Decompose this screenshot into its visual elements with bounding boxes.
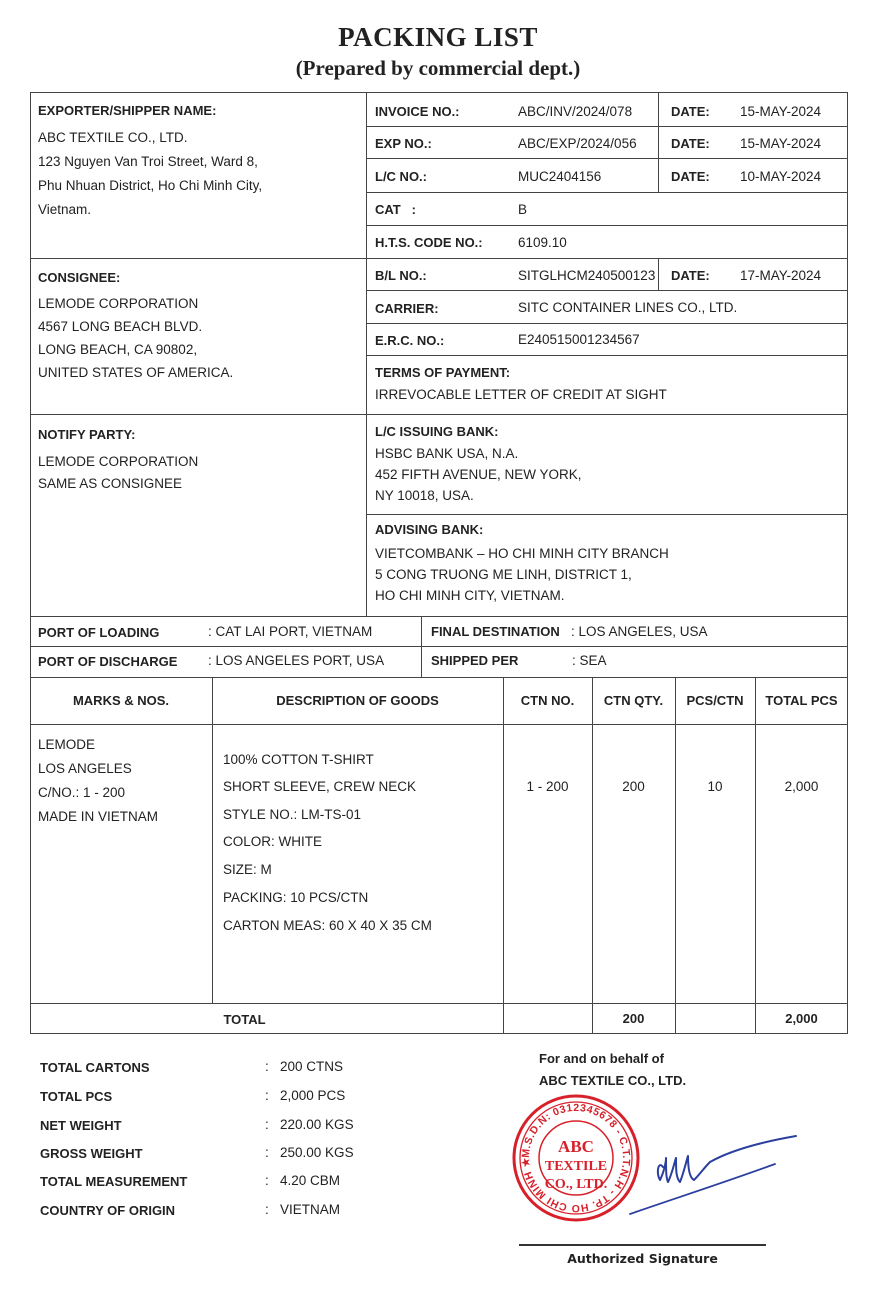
exporter-line: Vietnam.: [38, 202, 92, 217]
lc-value: MUC2404156: [518, 169, 602, 184]
exp-label: EXP NO.:: [375, 136, 432, 151]
carrier-value: SITC CONTAINER LINES CO., LTD.: [518, 300, 738, 315]
bl-value: SITGLHCM240500123: [518, 268, 656, 283]
svg-text:M.S.D.N: 0312345678 - C.T.T.N.: M.S.D.N: 0312345678 - C.T.T.N.H - TP. HO CHI MINH ★: [519, 1101, 633, 1215]
total-ctn-qty: 200: [622, 1011, 645, 1026]
notify-label: NOTIFY PARTY:: [38, 427, 136, 442]
authorized-signature-label: Authorized Signature: [567, 1251, 718, 1266]
hts-label: H.T.S. CODE NO.:: [375, 235, 483, 250]
col-header-description: DESCRIPTION OF GOODS: [276, 693, 439, 708]
description-line: PACKING: 10 PCS/CTN: [223, 890, 369, 905]
behalf-company: ABC TEXTILE CO., LTD.: [539, 1073, 687, 1088]
consignee-line: 4567 LONG BEACH BLVD.: [38, 319, 203, 334]
issuing-bank-line: HSBC BANK USA, N.A.: [375, 446, 519, 461]
issuing-bank-line: NY 10018, USA.: [375, 488, 474, 503]
svg-text:ABC: ABC: [558, 1137, 594, 1156]
total-label: TOTAL: [223, 1012, 266, 1027]
invoice-date-label: DATE:: [671, 104, 710, 119]
summary-label: TOTAL PCS: [40, 1089, 113, 1104]
handwritten-signature-icon: [600, 1122, 800, 1222]
page-subtitle: (Prepared by commercial dept.): [295, 56, 581, 80]
total-total-pcs: 2,000: [785, 1011, 818, 1026]
shipped-per-value: : SEA: [572, 653, 607, 668]
consignee-line: UNITED STATES OF AMERICA.: [38, 365, 234, 380]
erc-value: E240515001234567: [518, 332, 640, 347]
lc-date: 10-MAY-2024: [740, 169, 822, 184]
terms-value: IRREVOCABLE LETTER OF CREDIT AT SIGHT: [375, 387, 667, 402]
consignee-line: LONG BEACH, CA 90802,: [38, 342, 198, 357]
marks-line: LEMODE: [38, 737, 96, 752]
description-line: CARTON MEAS: 60 X 40 X 35 CM: [223, 918, 432, 933]
cat-label: CAT :: [375, 202, 416, 217]
summary-value: : 250.00 KGS: [265, 1145, 354, 1160]
bl-date-label: DATE:: [671, 268, 710, 283]
port-discharge-label: PORT OF DISCHARGE: [38, 654, 178, 669]
col-header-ctn-qty: CTN QTY.: [603, 693, 664, 708]
issuing-bank-line: 452 FIFTH AVENUE, NEW YORK,: [375, 467, 582, 482]
description-line: SHORT SLEEVE, CREW NECK: [223, 779, 417, 794]
col-header-pcs-ctn: PCS/CTN: [686, 693, 744, 708]
page-title: PACKING LIST: [338, 22, 538, 52]
port-loading-label: PORT OF LOADING: [38, 625, 160, 640]
consignee-label: CONSIGNEE:: [38, 270, 121, 285]
summary-value: : 2,000 PCS: [265, 1088, 346, 1103]
issuing-bank-label: L/C ISSUING BANK:: [375, 424, 499, 439]
ctn-no-value: 1 - 200: [526, 779, 569, 794]
final-destination-value: : LOS ANGELES, USA: [571, 624, 708, 639]
exporter-line: ABC TEXTILE CO., LTD.: [38, 130, 188, 145]
lc-label: L/C NO.:: [375, 169, 427, 184]
consignee-line: LEMODE CORPORATION: [38, 296, 199, 311]
lc-date-label: DATE:: [671, 169, 710, 184]
exp-date: 15-MAY-2024: [740, 136, 822, 151]
exporter-line: 123 Nguyen Van Troi Street, Ward 8,: [38, 154, 258, 169]
summary-value: : 200 CTNS: [265, 1059, 344, 1074]
invoice-date: 15-MAY-2024: [740, 104, 822, 119]
signature-line: [519, 1244, 766, 1246]
total-pcs-value: 2,000: [784, 779, 819, 794]
exporter-label: EXPORTER/SHIPPER NAME:: [38, 103, 217, 118]
terms-label: TERMS OF PAYMENT:: [375, 365, 511, 380]
bl-date: 17-MAY-2024: [740, 268, 822, 283]
svg-text:TEXTILE: TEXTILE: [544, 1159, 608, 1174]
cat-value: B: [518, 202, 528, 217]
summary-value: : 220.00 KGS: [265, 1117, 354, 1132]
marks-line: LOS ANGELES: [38, 761, 132, 776]
col-header-ctn-no: CTN NO.: [520, 693, 575, 708]
advising-bank-line: 5 CONG TRUONG ME LINH, DISTRICT 1,: [375, 567, 632, 582]
pcs-ctn-value: 10: [707, 779, 723, 794]
bl-label: B/L NO.:: [375, 268, 427, 283]
behalf-line: For and on behalf of: [539, 1051, 664, 1066]
final-destination-label: FINAL DESTINATION: [431, 624, 560, 639]
col-header-total-pcs: TOTAL PCS: [765, 693, 838, 708]
description-line: COLOR: WHITE: [223, 834, 323, 849]
summary-value: : VIETNAM: [265, 1202, 341, 1217]
marks-line: C/NO.: 1 - 200: [38, 785, 126, 800]
marks-line: MADE IN VIETNAM: [38, 809, 159, 824]
exporter-line: Phu Nhuan District, Ho Chi Minh City,: [38, 178, 263, 193]
invoice-value: ABC/INV/2024/078: [518, 104, 633, 119]
port-discharge-value: : LOS ANGELES PORT, USA: [208, 653, 385, 668]
summary-label: TOTAL CARTONS: [40, 1060, 150, 1075]
description-line: STYLE NO.: LM-TS-01: [223, 807, 362, 822]
carrier-label: CARRIER:: [375, 301, 439, 316]
svg-text:CO., LTD.: CO., LTD.: [544, 1177, 608, 1192]
port-loading-value: : CAT LAI PORT, VIETNAM: [208, 624, 373, 639]
col-header-marks: MARKS & NOS.: [72, 693, 170, 708]
summary-label: GROSS WEIGHT: [40, 1146, 143, 1161]
summary-label: TOTAL MEASUREMENT: [40, 1174, 188, 1189]
goods-table: [30, 677, 848, 1034]
notify-line: SAME AS CONSIGNEE: [38, 476, 183, 491]
exp-date-label: DATE:: [671, 136, 710, 151]
exp-value: ABC/EXP/2024/056: [518, 136, 637, 151]
summary-value: : 4.20 CBM: [265, 1173, 341, 1188]
summary-label: NET WEIGHT: [40, 1118, 122, 1133]
hts-value: 6109.10: [518, 235, 567, 250]
advising-bank-label: ADVISING BANK:: [375, 522, 484, 537]
notify-line: LEMODE CORPORATION: [38, 454, 199, 469]
ctn-qty-value: 200: [622, 779, 645, 794]
advising-bank-line: VIETCOMBANK – HO CHI MINH CITY BRANCH: [375, 546, 669, 561]
description-line: 100% COTTON T-SHIRT: [223, 752, 374, 767]
advising-bank-line: HO CHI MINH CITY, VIETNAM.: [375, 588, 565, 603]
summary-label: COUNTRY OF ORIGIN: [40, 1203, 176, 1218]
shipped-per-label: SHIPPED PER: [431, 653, 519, 668]
erc-label: E.R.C. NO.:: [375, 333, 445, 348]
description-line: SIZE: M: [223, 862, 272, 877]
invoice-label: INVOICE NO.:: [375, 104, 460, 119]
